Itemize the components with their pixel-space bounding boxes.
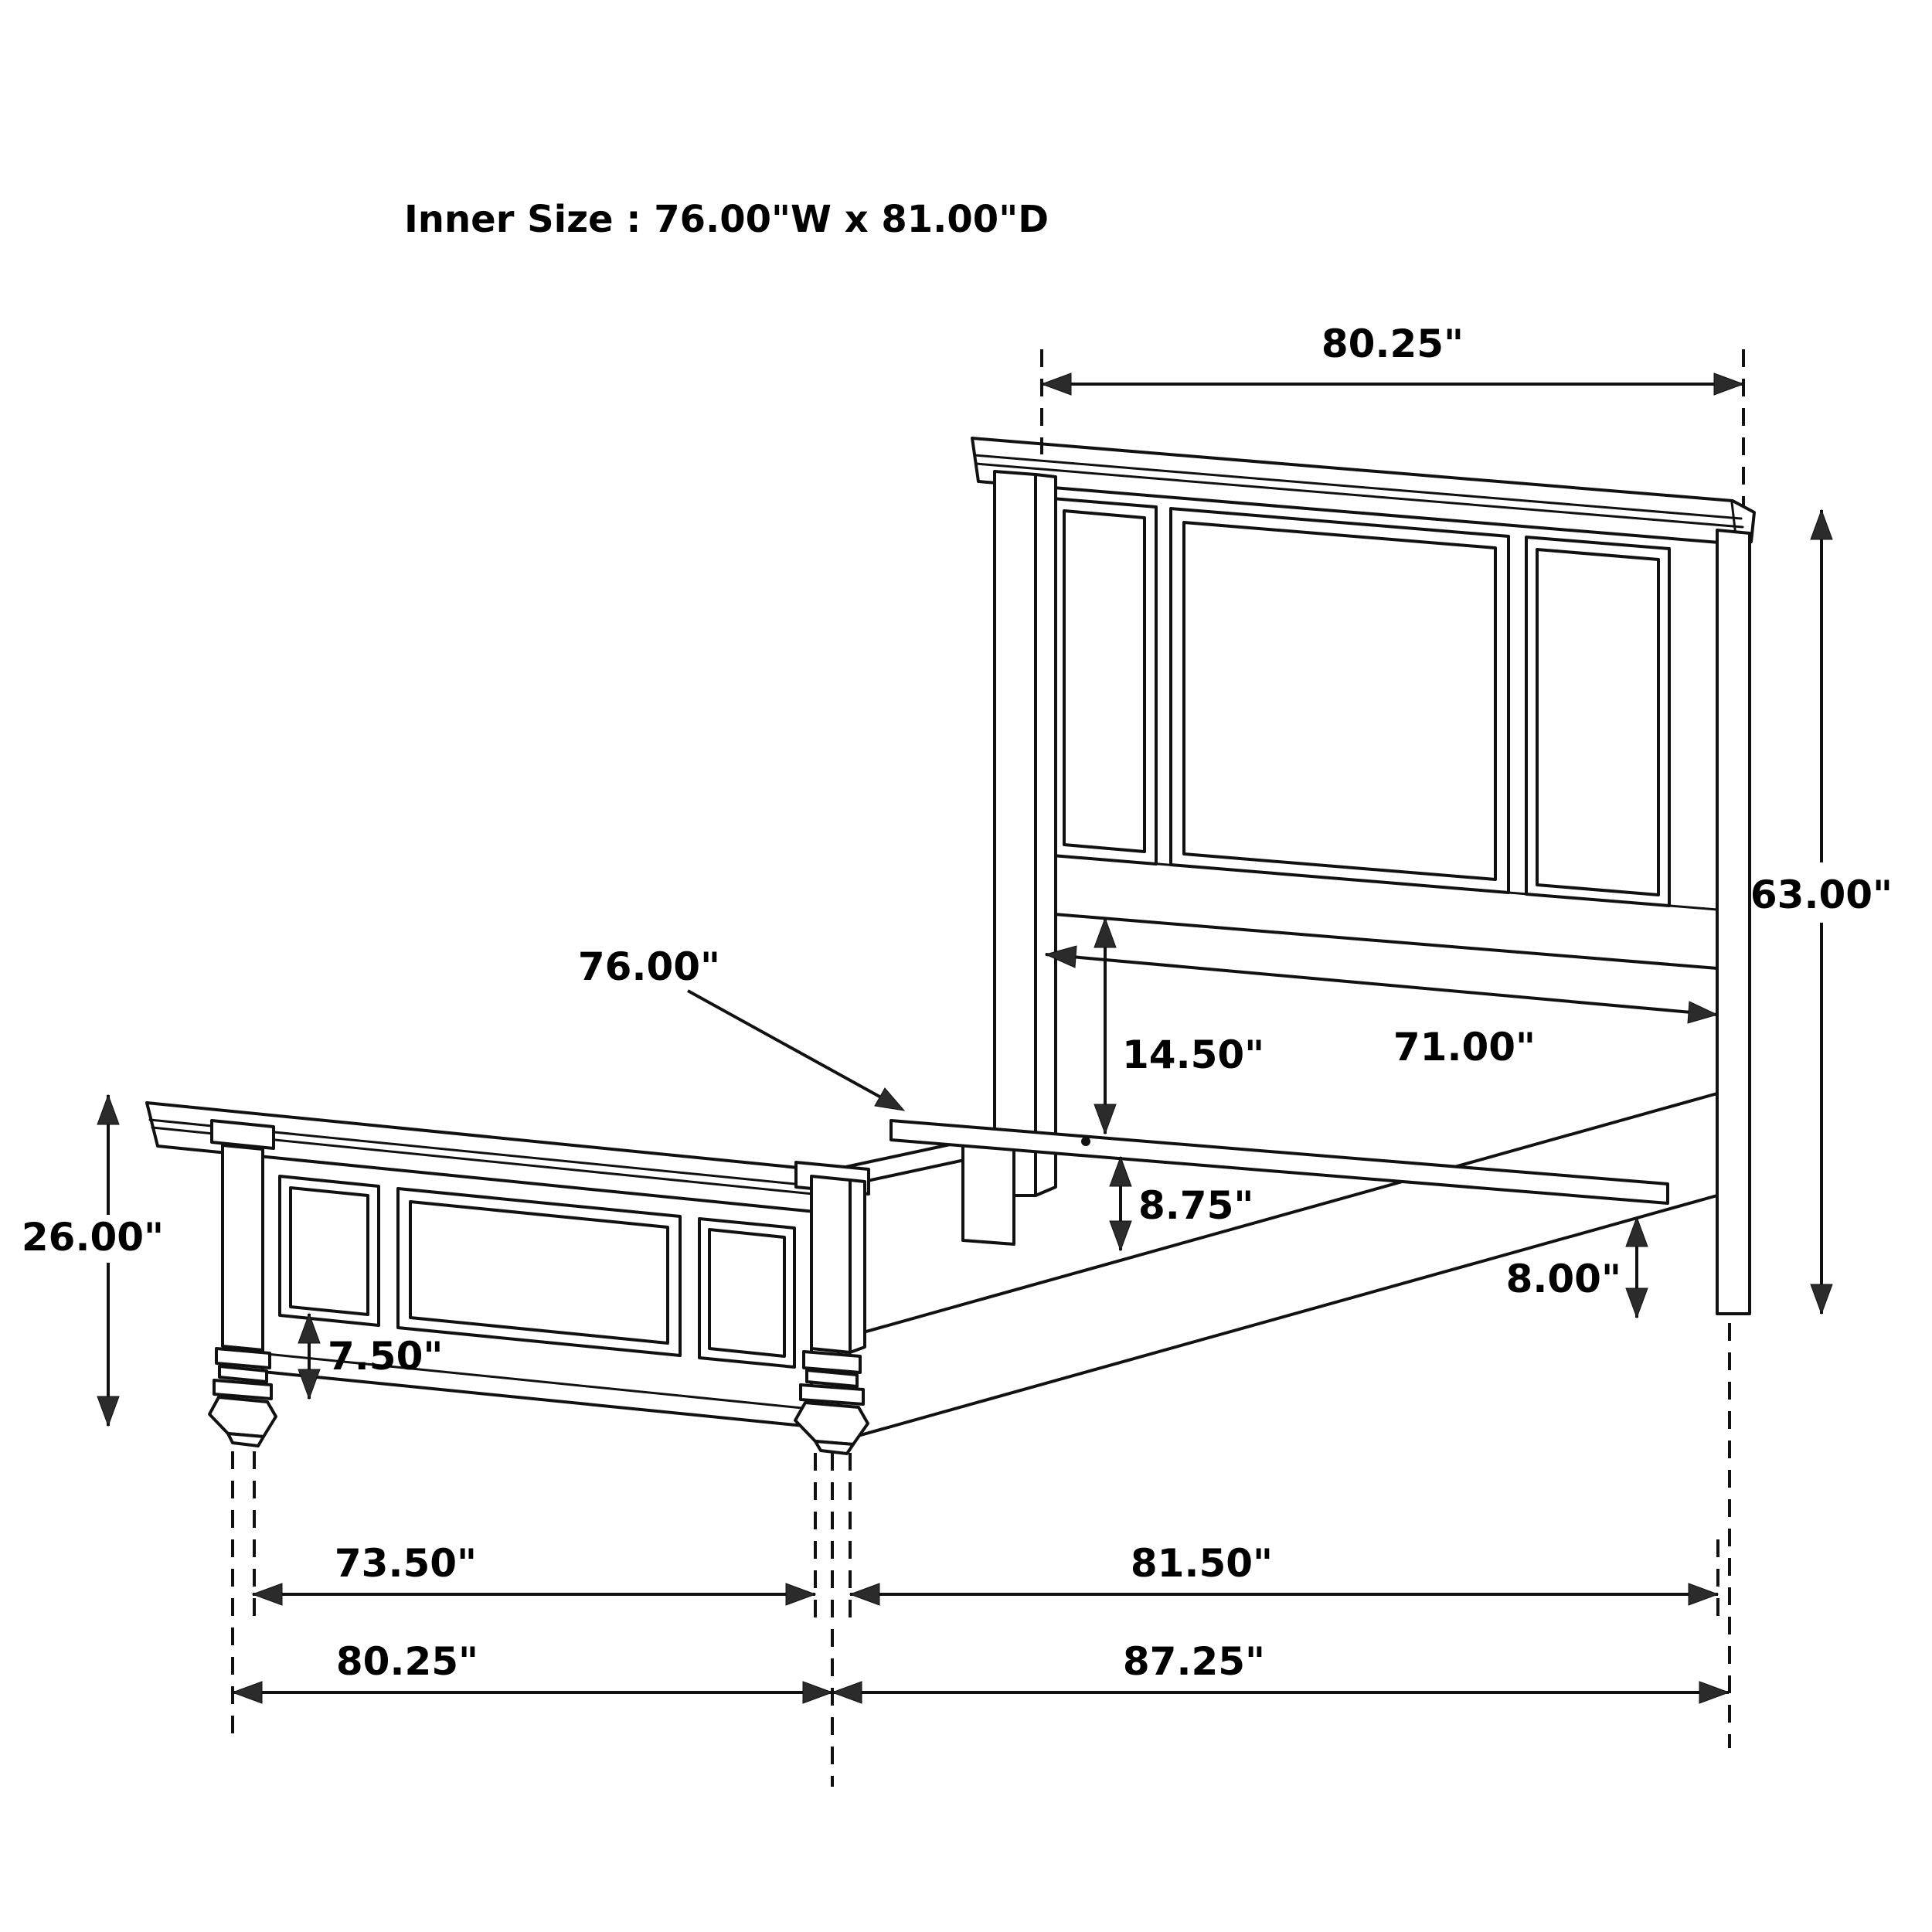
footboard-left-post-ring-1 <box>216 1349 270 1368</box>
dim-label-panel-to-rail-gap: 14.50" <box>1122 1032 1265 1077</box>
center-support-leg <box>963 1143 1014 1244</box>
dim-label-inner-length: 81.50" <box>1130 1541 1274 1586</box>
footboard-left-post-ring-3 <box>214 1380 271 1399</box>
dim-label-overall-length: 87.25" <box>1122 1639 1266 1684</box>
footboard-left-post <box>223 1145 263 1350</box>
dim-label-headboard-width-top: 80.25" <box>1321 321 1464 366</box>
diagram-title: Inner Size : 76.00"W x 81.00"D <box>403 198 1049 241</box>
footboard-panel-right-bevel <box>709 1230 784 1356</box>
headboard-panel-left-bevel <box>1064 511 1145 852</box>
footboard-left-post-cap <box>212 1121 274 1148</box>
dim-label-footboard-height: 26.00" <box>21 1215 165 1260</box>
dim-label-headboard-inner-width: 71.00" <box>1393 1025 1536 1070</box>
footboard-right-post-ring-3 <box>801 1385 863 1404</box>
dim-label-slat-inner-width: 76.00" <box>577 944 721 989</box>
headboard-left-leg <box>995 471 1036 1196</box>
slat-bolt-hole <box>1081 1137 1090 1146</box>
dim-label-headboard-height: 63.00" <box>1750 872 1893 917</box>
dim-label-footboard-inner-span: 73.50" <box>334 1541 478 1586</box>
dim-label-side-rail-height: 8.75" <box>1138 1183 1254 1228</box>
footboard-left-foot-tip <box>228 1434 264 1446</box>
footboard-right-post-side <box>850 1180 865 1352</box>
headboard-panel-right-bevel <box>1537 549 1658 895</box>
footboard-right-foot-tip <box>815 1441 853 1454</box>
headboard-left-leg-side <box>1036 474 1056 1196</box>
footboard-right-post <box>811 1176 850 1352</box>
dim-label-footboard-overall-width: 80.25" <box>335 1639 479 1684</box>
headboard-right-leg <box>1717 530 1750 1314</box>
footboard-right-post-ring-2 <box>807 1370 857 1386</box>
dim-label-footboard-leg-height: 7.50" <box>328 1334 444 1379</box>
dim-label-under-rail-clearance: 8.00" <box>1505 1257 1621 1301</box>
footboard-panel-center-bevel <box>410 1202 668 1343</box>
footboard-panel-left-bevel <box>291 1188 368 1315</box>
headboard-panel-center-bevel <box>1184 522 1495 879</box>
